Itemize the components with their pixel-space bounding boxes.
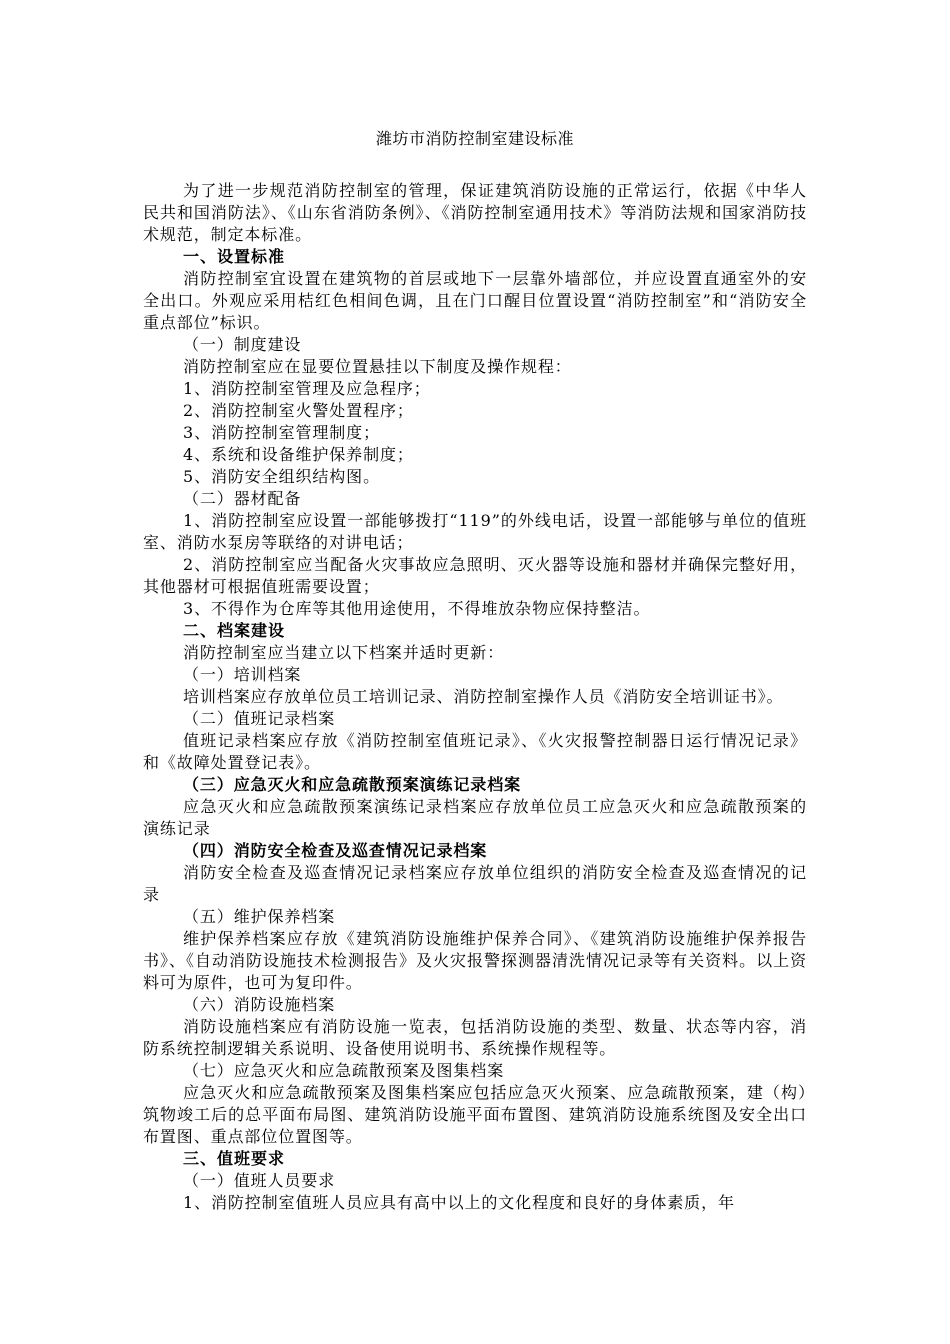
paragraph: 3、消防控制室管理制度；: [183, 423, 380, 442]
document-body: [143, 180, 807, 1214]
paragraph: 消防控制室应在显要位置悬挂以下制度及操作规程：: [183, 357, 572, 376]
subsection-heading: （四）消防安全检查及巡查情况记录档案: [183, 841, 488, 860]
paragraph: 2、消防控制室应当配备火灾事故应急照明、灭火器等设施和器材并确保完整好用，其他器材可根据值班需要设置；: [143, 555, 807, 596]
subsection-heading: （六）消防设施档案: [183, 995, 336, 1014]
paragraph: 值班记录档案应存放《消防控制室值班记录》、《火灾报警控制器日运行情况记录》和《故障处置登记表》。: [143, 731, 807, 772]
paragraph: 应急灭火和应急疏散预案及图集档案应包括应急灭火预案、应急疏散预案，建（构）筑物竣工后的总平面布局图、建筑消防设施平面布置图、建筑消防设施系统图及安全出口布置图、重点部位位置图等。: [143, 1083, 807, 1146]
paragraph: 4、系统和设备维护保养制度；: [183, 445, 414, 464]
paragraph: 消防控制室应当建立以下档案并适时更新：: [183, 643, 505, 662]
paragraph: 消防设施档案应有消防设施一览表，包括消防设施的类型、数量、状态等内容，消防系统控制逻辑关系说明、设备使用说明书、系统操作规程等。: [143, 1017, 807, 1058]
paragraph: 1、消防控制室管理及应急程序；: [183, 379, 431, 398]
paragraph: 3、不得作为仓库等其他用途使用，不得堆放杂物应保持整洁。: [183, 599, 651, 618]
section-heading: 一、设置标准: [183, 247, 286, 266]
subsection-heading: （七）应急灭火和应急疏散预案及图集档案: [183, 1061, 505, 1080]
subsection-heading: （一）值班人员要求: [183, 1171, 336, 1190]
subsection-heading: （二）值班记录档案: [183, 709, 336, 728]
paragraph: 为了进一步规范消防控制室的管理，保证建筑消防设施的正常运行，依据《中华人民共和国消防法》、《山东省消防条例》、《消防控制室通用技术》等消防法规和国家消防技术规范，制定本标准。: [143, 181, 807, 244]
subsection-heading: （三）应急灭火和应急疏散预案演练记录档案: [183, 775, 522, 794]
subsection-heading: （一）制度建设: [183, 335, 302, 354]
subsection-heading: （五）维护保养档案: [183, 907, 336, 926]
paragraph: 应急灭火和应急疏散预案演练记录档案应存放单位员工应急灭火和应急疏散预案的演练记录: [143, 797, 807, 838]
paragraph: 消防控制室宜设置在建筑物的首层或地下一层靠外墙部位，并应设置直通室外的安全出口。外观应采用桔红色相间色调，且在门口醒目位置设置“消防控制室”和“消防安全重点部位”标识。: [143, 269, 807, 332]
paragraph: 培训档案应存放单位员工培训记录、消防控制室操作人员《消防安全培训证书》。: [183, 687, 784, 706]
paragraph: 1、消防控制室应设置一部能够拨打“119”的外线电话，设置一部能够与单位的值班室、消防水泵房等联络的对讲电话；: [143, 511, 807, 552]
paragraph: 1、消防控制室值班人员应具有高中以上的文化程度和良好的身体素质，年: [183, 1193, 735, 1212]
paragraph: 消防安全检查及巡查情况记录档案应存放单位组织的消防安全检查及巡查情况的记录: [143, 863, 807, 904]
paragraph: 5、消防安全组织结构图。: [183, 467, 380, 486]
document-title: 潍坊市消防控制室建设标准: [375, 129, 574, 148]
paragraph: 维护保养档案应存放《建筑消防设施维护保养合同》、《建筑消防设施维护保养报告书》、《自动消防设施技术检测报告》及火灾报警探测器清洗情况记录等有关资料。以上资料可为原件，也可为复印件。: [143, 929, 807, 992]
subsection-heading: （一）培训档案: [183, 665, 302, 684]
subsection-heading: （二）器材配备: [183, 489, 302, 508]
document-page: [143, 127, 807, 1214]
paragraph: 2、消防控制室火警处置程序；: [183, 401, 414, 420]
section-heading: 三、值班要求: [183, 1149, 286, 1168]
section-heading: 二、档案建设: [183, 621, 286, 640]
